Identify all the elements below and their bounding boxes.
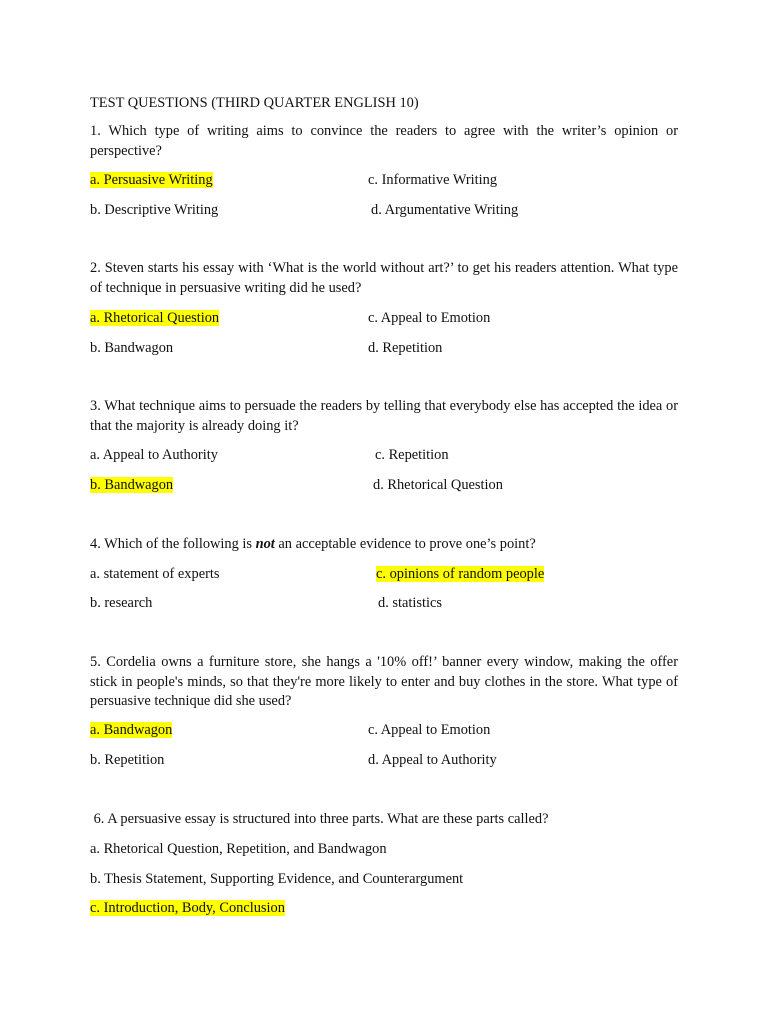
answer-highlight: c. opinions of random people: [376, 566, 545, 582]
question-1-option-c: c. Informative Writing: [368, 172, 498, 188]
question-1-option-b: b. Descriptive Writing: [90, 202, 219, 218]
question-4-option-d: d. statistics: [378, 595, 442, 611]
question-2-option-a: [90, 308, 219, 328]
answer-highlight: a. Rhetorical Question: [90, 310, 220, 326]
question-4-prompt: [90, 534, 536, 554]
question-3-option-c: c. Repetition: [375, 447, 449, 463]
question-3-prompt: 3. What technique aims to persuade the readers by telling that everybody else has accepted the idea or that the majority is already doing it?: [90, 398, 678, 434]
question-3-option-b: [90, 475, 173, 495]
question-3-option-d: d. Rhetorical Question: [373, 477, 503, 493]
question-1-prompt: 1. Which type of writing aims to convince the readers to agree with the writer’s opinion or perspective?: [90, 123, 678, 159]
question-4-prompt-start: 4. Which of the following is: [90, 536, 256, 552]
question-3-option-a: a. Appeal to Authority: [90, 447, 218, 463]
answer-highlight: a. Bandwagon: [90, 722, 173, 738]
question-1-option-a: [90, 170, 213, 190]
question-4-option-b: b. research: [90, 595, 153, 611]
question-5-prompt: 5. Cordelia owns a furniture store, she hangs a '10% off!’ banner every window, making the offer stick in people's minds, so that they're more likely to enter and buy clothes in the store. What type of persuasive technique did she used?: [90, 654, 678, 709]
answer-highlight: b. Bandwagon: [90, 477, 174, 493]
question-5-option-c: c. Appeal to Emotion: [368, 722, 491, 738]
question-1-option-d: d. Argumentative Writing: [371, 202, 519, 218]
question-6-option-b: b. Thesis Statement, Supporting Evidence, and Counterargument: [90, 871, 464, 887]
question-4-option-c: [376, 564, 544, 584]
question-4-prompt-end: an acceptable evidence to prove one’s point?: [274, 536, 536, 552]
answer-highlight: c. Introduction, Body, Conclusion: [90, 900, 285, 916]
question-2-option-c: c. Appeal to Emotion: [368, 310, 491, 326]
answer-highlight: a. Persuasive Writing: [90, 172, 213, 188]
question-4-prompt-emphasis: not: [255, 536, 275, 552]
question-6-prompt: 6. A persuasive essay is structured into three parts. What are these parts called?: [90, 811, 549, 827]
question-2-option-b: b. Bandwagon: [90, 340, 174, 356]
document-title: TEST QUESTIONS (THIRD QUARTER ENGLISH 10): [90, 95, 419, 111]
question-6-option-c: [90, 898, 285, 918]
question-5-option-a: [90, 720, 172, 740]
question-5-option-b: b. Repetition: [90, 752, 165, 768]
question-2-option-d: d. Repetition: [368, 340, 443, 356]
question-5-option-d: d. Appeal to Authority: [368, 752, 497, 768]
question-2-prompt: 2. Steven starts his essay with ‘What is the world without art?’ to get his readers attention. What type of technique in persuasive writing did he used?: [90, 260, 678, 296]
question-6-option-a: a. Rhetorical Question, Repetition, and Bandwagon: [90, 841, 387, 857]
question-4-option-a: a. statement of experts: [90, 566, 220, 582]
